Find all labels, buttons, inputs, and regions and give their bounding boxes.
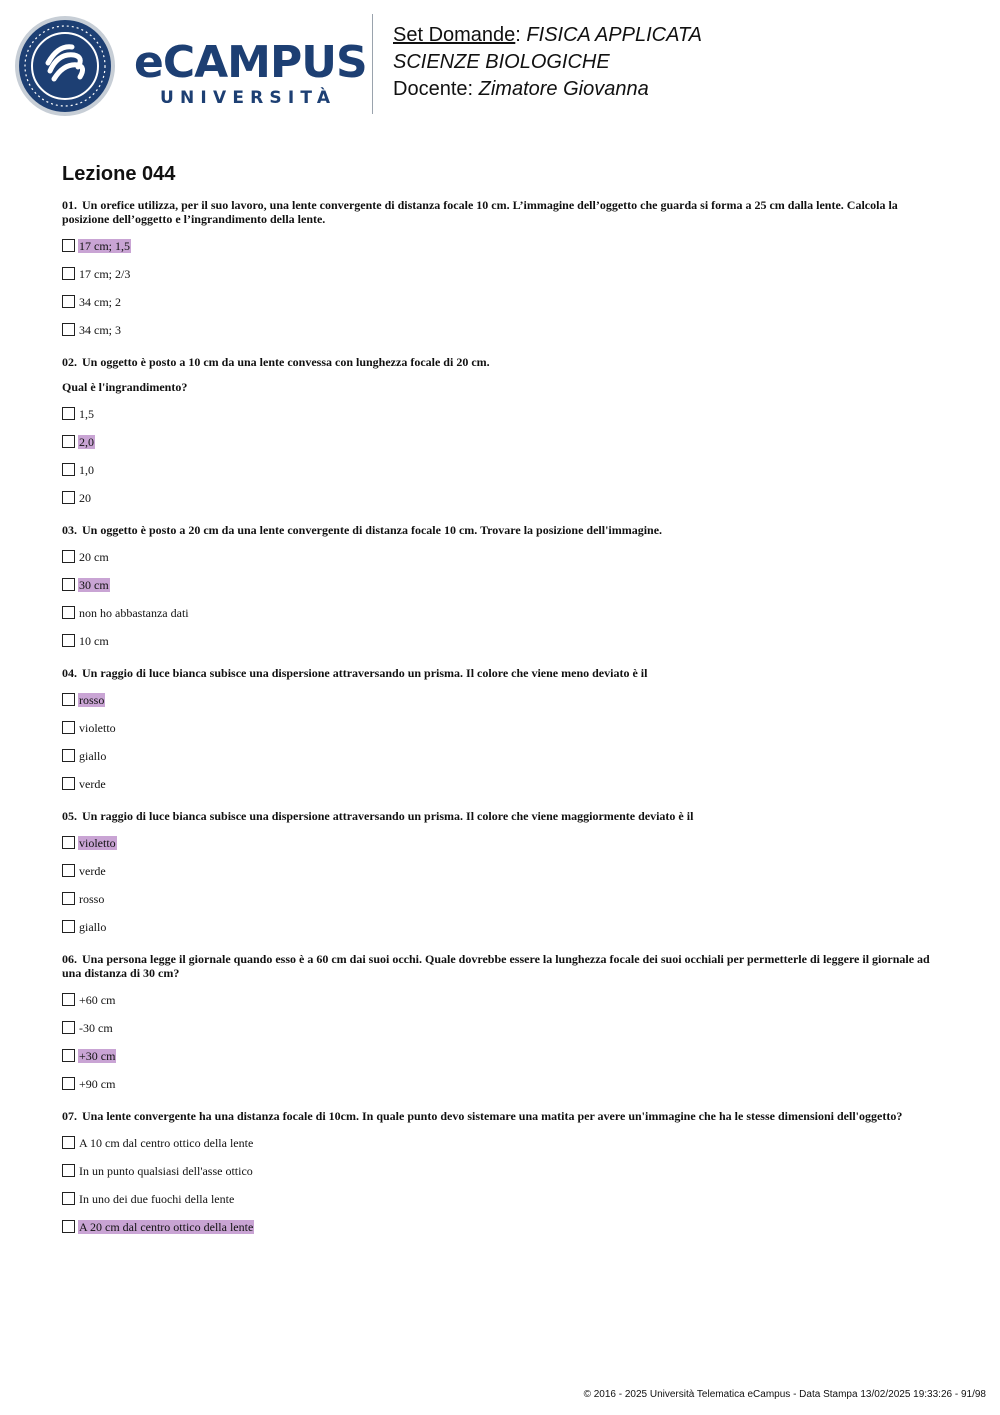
logo-brand-text: eCAMPUS — [134, 37, 367, 88]
question-subtext: Qual è l'ingrandimento? — [62, 380, 188, 394]
answer-option[interactable] — [62, 918, 940, 935]
header-divider — [372, 14, 373, 114]
answer-option[interactable] — [62, 548, 940, 565]
question — [62, 952, 940, 1092]
answer-option[interactable] — [62, 1190, 940, 1207]
answer-text-highlighted: +30 cm — [79, 1048, 116, 1063]
set-value: FISICA APPLICATA — [526, 24, 703, 46]
answer-text-highlighted: 30 cm — [79, 577, 109, 592]
question-body: Un orefice utilizza, per il suo lavoro, una lente convergente di distanza focale 10 cm. L’immagine dell’oggetto che guarda si forma a 25 cm dalla lente. Calcola la posizione dell’oggetto e l’ingrandimento della lente. — [62, 198, 898, 226]
question-text — [62, 198, 940, 226]
question — [62, 355, 940, 506]
question — [62, 1109, 940, 1235]
answer-text: In un punto qualsiasi dell'asse ottico — [79, 1163, 253, 1178]
answer-checkbox[interactable] — [62, 578, 75, 591]
question-body: Un raggio di luce bianca subisce una dispersione attraversando un prisma. Il colore che viene meno deviato è il — [82, 666, 648, 680]
answer-checkbox[interactable] — [62, 1220, 75, 1233]
answer-checkbox[interactable] — [62, 606, 75, 619]
answer-text: 34 cm; 3 — [79, 322, 121, 337]
question-text — [62, 355, 940, 369]
answer-checkbox[interactable] — [62, 267, 75, 280]
answer-option[interactable] — [62, 1134, 940, 1151]
answer-option[interactable] — [62, 1162, 940, 1179]
teacher-name: Zimatore Giovanna — [478, 78, 649, 100]
answer-text-highlighted: violetto — [79, 835, 116, 850]
answer-text: In uno dei due fuochi della lente — [79, 1191, 235, 1206]
question — [62, 666, 940, 792]
answer-text: +60 cm — [79, 992, 116, 1007]
answer-text: 1,5 — [79, 406, 94, 421]
answer-text: non ho abbastanza dati — [79, 605, 189, 620]
answer-option[interactable] — [62, 461, 940, 478]
set-line: Set Domande: FISICA APPLICATA — [393, 24, 703, 46]
answer-text: rosso — [79, 891, 105, 906]
answer-checkbox[interactable] — [62, 693, 75, 706]
answer-option[interactable] — [62, 1218, 940, 1235]
question-text — [62, 952, 940, 980]
answer-option[interactable] — [62, 1075, 940, 1092]
question-body: Una persona legge il giornale quando esso è a 60 cm dai suoi occhi. Quale dovrebbe essere la lunghezza focale dei suoi occhiali per permetterle di leggere il giornale ad una distanza di 30 cm? — [62, 952, 930, 980]
answer-text: 20 cm — [79, 549, 109, 564]
answer-text: verde — [79, 776, 106, 791]
ecampus-seal-logo — [14, 15, 116, 117]
answer-option[interactable] — [62, 747, 940, 764]
answer-checkbox[interactable] — [62, 1164, 75, 1177]
question-number: 06. — [62, 952, 77, 966]
question-number: 01. — [62, 198, 77, 212]
logo-university-text: UNIVERSITÀ — [160, 88, 337, 108]
question-text — [62, 666, 940, 680]
answer-option[interactable] — [62, 775, 940, 792]
answer-text: 1,0 — [79, 462, 94, 477]
answer-text: giallo — [79, 919, 107, 934]
answer-text: A 10 cm dal centro ottico della lente — [79, 1135, 254, 1150]
question-text — [62, 1109, 940, 1123]
answer-option[interactable] — [62, 405, 940, 422]
question-list — [62, 198, 940, 1252]
answer-checkbox[interactable] — [62, 295, 75, 308]
answer-option[interactable] — [62, 237, 940, 254]
answer-option[interactable] — [62, 265, 940, 282]
answer-checkbox[interactable] — [62, 892, 75, 905]
question-body: Una lente convergente ha una distanza focale di 10cm. In quale punto devo sistemare una matita per avere un'immagine che ha le stesse dimensioni dell'oggetto? — [82, 1109, 903, 1123]
answer-checkbox[interactable] — [62, 435, 75, 448]
answer-checkbox[interactable] — [62, 239, 75, 252]
answer-option[interactable] — [62, 890, 940, 907]
question-body: Un oggetto è posto a 20 cm da una lente convergente di distanza focale 10 cm. Trovare la posizione dell'immagine. — [82, 523, 663, 537]
answer-checkbox[interactable] — [62, 864, 75, 877]
answer-text: verde — [79, 863, 106, 878]
answer-checkbox[interactable] — [62, 323, 75, 336]
question — [62, 809, 940, 935]
page-footer: © 2016 - 2025 Università Telematica eCampus - Data Stampa 13/02/2025 19:33:26 - 91/98 — [583, 1389, 986, 1400]
answer-option[interactable] — [62, 489, 940, 506]
answer-checkbox[interactable] — [62, 634, 75, 647]
question-number: 05. — [62, 809, 77, 823]
answer-checkbox[interactable] — [62, 1192, 75, 1205]
question-number: 07. — [62, 1109, 77, 1123]
answer-text-highlighted: 17 cm; 1,5 — [79, 238, 130, 253]
answer-checkbox[interactable] — [62, 1136, 75, 1149]
answer-text-highlighted: A 20 cm dal centro ottico della lente — [79, 1219, 254, 1234]
answer-checkbox[interactable] — [62, 1077, 75, 1090]
answer-option[interactable] — [62, 719, 940, 736]
answer-checkbox[interactable] — [62, 777, 75, 790]
answer-checkbox[interactable] — [62, 993, 75, 1006]
answer-text-highlighted: 2,0 — [79, 434, 94, 449]
answer-text: violetto — [79, 720, 116, 735]
answer-option[interactable] — [62, 691, 940, 708]
question-number: 04. — [62, 666, 77, 680]
question-text — [62, 809, 940, 823]
answer-checkbox[interactable] — [62, 491, 75, 504]
answer-checkbox[interactable] — [62, 1021, 75, 1034]
answer-checkbox[interactable] — [62, 721, 75, 734]
lesson-title: Lezione 044 — [62, 163, 176, 185]
answer-option[interactable] — [62, 991, 940, 1008]
answer-option[interactable] — [62, 1019, 940, 1036]
course-name: SCIENZE BIOLOGICHE — [393, 51, 610, 73]
answer-text: giallo — [79, 748, 107, 763]
teacher-line — [393, 76, 702, 103]
set-info — [393, 22, 702, 103]
answer-text: 10 cm — [79, 633, 109, 648]
question-body: Un raggio di luce bianca subisce una dispersione attraversando un prisma. Il colore che viene maggiormente deviato è il — [82, 809, 694, 823]
question-number: 02. — [62, 355, 77, 369]
answer-option[interactable] — [62, 576, 940, 593]
page-header — [0, 0, 1000, 130]
answer-checkbox[interactable] — [62, 550, 75, 563]
question-body: Un oggetto è posto a 10 cm da una lente convessa con lunghezza focale di 20 cm. — [82, 355, 490, 369]
answer-option[interactable] — [62, 834, 940, 851]
course-line — [393, 49, 702, 76]
answer-option[interactable] — [62, 321, 940, 338]
question-number: 03. — [62, 523, 77, 537]
question — [62, 198, 940, 338]
answer-option[interactable] — [62, 433, 940, 450]
answer-text: -30 cm — [79, 1020, 113, 1035]
answer-option[interactable] — [62, 862, 940, 879]
ecampus-wordmark-logo — [134, 37, 367, 108]
answer-checkbox[interactable] — [62, 920, 75, 933]
answer-option[interactable] — [62, 604, 940, 621]
answer-text: 20 — [79, 490, 91, 505]
answer-text: +90 cm — [79, 1076, 116, 1091]
answer-option[interactable] — [62, 1047, 940, 1064]
question-text — [62, 523, 940, 537]
answer-checkbox[interactable] — [62, 749, 75, 762]
answer-checkbox[interactable] — [62, 1049, 75, 1062]
answer-checkbox[interactable] — [62, 836, 75, 849]
answer-option[interactable] — [62, 632, 940, 649]
answer-text: 17 cm; 2/3 — [79, 266, 131, 281]
answer-checkbox[interactable] — [62, 463, 75, 476]
answer-option[interactable] — [62, 293, 940, 310]
set-label: Set Domande — [393, 24, 516, 46]
question — [62, 523, 940, 649]
answer-text-highlighted: rosso — [79, 692, 105, 707]
answer-text: 34 cm; 2 — [79, 294, 121, 309]
teacher-label: Docente: — [393, 78, 474, 100]
answer-checkbox[interactable] — [62, 407, 75, 420]
